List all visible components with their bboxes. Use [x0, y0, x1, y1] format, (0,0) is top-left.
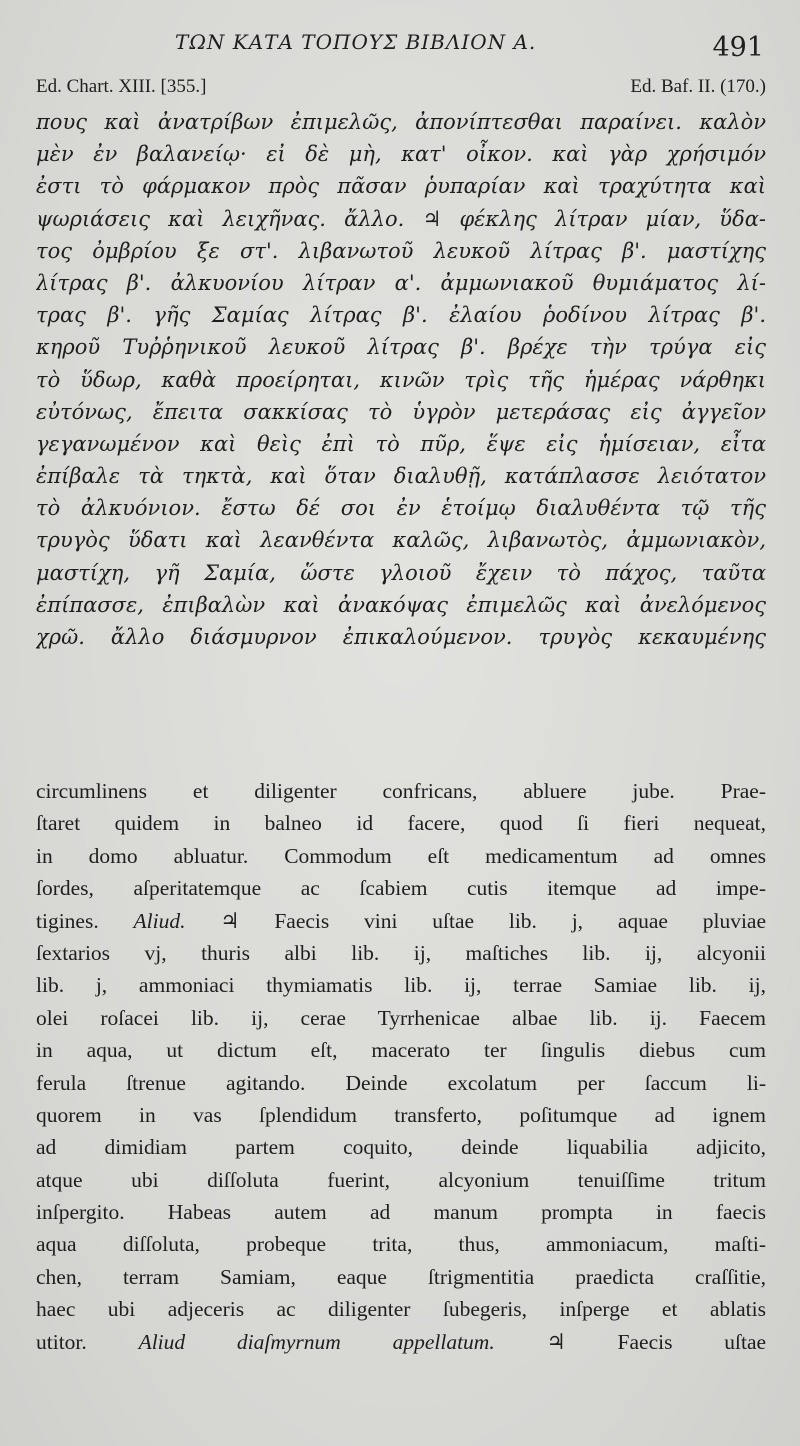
latin-text-line: quorem in vas ſplendidum transferto, poſitumque ad ignem — [36, 1102, 766, 1127]
edition-basel-ref: Ed. Baf. II. (170.) — [630, 76, 766, 97]
latin-text-line: circumlinens et diligenter confricans, abluere jube. Prae- — [36, 779, 766, 803]
greek-text-line: εὐτόνως, ἔπειτα σακκίσας τὸ ὑγρὸν μετεράσας εἰς ἀγγεῖον — [36, 399, 766, 424]
greek-text-line: τὸ ὕδωρ, καθὰ προείρηται, κινῶν τρὶς τῆς ἡμέρας νάρθηκι — [36, 367, 766, 392]
latin-text-segment: utitor. — [36, 1329, 87, 1354]
greek-text-line: μὲν ἐν βαλανείῳ· εἰ δὲ μὴ, κατ' οἶκον. καὶ γὰρ χρήσιμόν — [36, 142, 766, 167]
latin-italic-heading: Aliud diaſmyrnum appellatum. — [138, 1329, 495, 1354]
latin-text-line: ſtaret quidem in balneo id facere, quod ſi fieri nequeat, — [36, 811, 766, 836]
latin-text-line: atque ubi diſſoluta fuerint, alcyonium tenuiſſime tritum — [36, 1167, 766, 1192]
page-number: 491 — [712, 32, 764, 63]
latin-text-line: lib. j, ammoniaci thymiamatis lib. ij, terrae Samiae lib. ij, — [36, 973, 766, 998]
greek-text-line: κηροῦ Τυῤῥηνικοῦ λευκοῦ λίτρας β'. βρέχε τὴν τρύγα εἰς — [36, 335, 766, 360]
greek-text-line: ἐστι τὸ φάρμακον πρὸς πᾶσαν ῥυπαρίαν καὶ τραχύτητα καὶ — [36, 174, 766, 199]
latin-text-line: olei roſacei lib. ij, cerae Tyrrhenicae albae lib. ij. Faecem — [36, 1005, 766, 1030]
greek-text-line: χρῶ. ἄλλο διάσμυρνον ἐπικαλούμενον. τρυγὸς κεκαυμένης — [36, 625, 766, 649]
latin-text-line — [36, 1326, 766, 1358]
latin-text-line: haec ubi adjeceris ac diligenter ſubegeris, inſperge et ablatis — [36, 1297, 766, 1322]
latin-text-line: inſpergito. Habeas autem ad manum prompta in faecis — [36, 1200, 766, 1225]
greek-text-block — [36, 106, 766, 653]
latin-text-block — [36, 775, 766, 1358]
edition-chartier-ref: Ed. Chart. XIII. [355.] — [36, 76, 207, 97]
edition-reference-line — [36, 76, 766, 102]
greek-text-line: τὸ ἀλκυόνιον. ἔστω δέ σοι ἐν ἑτοίμῳ διαλυθέντα τῷ τῆς — [36, 496, 766, 521]
latin-text-line: in domo abluatur. Commodum eſt medicamentum ad omnes — [36, 843, 766, 868]
greek-text-line: ἐπίβαλε τὰ τηκτὰ, καὶ ὅταν διαλυθῇ, κατάπλασσε λειότατον — [36, 464, 766, 489]
greek-text-line: λίτρας β'. ἀλκυονίου λίτραν α'. ἀμμωνιακοῦ θυμιάματος λί- — [36, 270, 766, 295]
greek-text-line: ψωριάσεις καὶ λειχῆνας. ἄλλο. ♃ φέκλης λίτραν μίαν, ὕδα- — [36, 206, 766, 231]
greek-text-line: τρας β'. γῆς Σαμίας λίτρας β'. ἐλαίου ῥοδίνου λίτρας β'. — [36, 303, 766, 328]
greek-text-line: τρυγὸς ὕδατι καὶ λεανθέντα καλῶς, λιβανωτὸς, ἀμμωνιακὸν, — [36, 528, 766, 553]
greek-text-line: τος ὀμβρίου ξε στ'. λιβανωτοῦ λευκοῦ λίτρας β'. μαστίχης — [36, 238, 766, 263]
running-title: ΤΩΝ ΚΑΤΑ ΤΟΠΟΥΣ ΒΙΒΛΙΟΝ Α. — [175, 30, 537, 54]
running-head — [0, 28, 800, 63]
greek-text-line: μαστίχη, γῆ Σαμία, ὥστε γλοιοῦ ἔχειν τὸ πάχος, ταῦτα — [36, 560, 766, 585]
latin-text-line: in aqua, ut dictum eſt, macerato ter ſingulis diebus cum — [36, 1038, 766, 1063]
latin-italic-heading: Aliud. — [133, 908, 186, 933]
latin-text-line: chen, terram Samiam, eaque ſtrigmentitia praedicta craſſitie, — [36, 1264, 766, 1289]
latin-text-line: ſextarios vj, thuris albi lib. ij, maſtiches lib. ij, alcyonii — [36, 940, 766, 965]
latin-text-line: ad dimidiam partem coquito, deinde liquabilia adjicito, — [36, 1135, 766, 1160]
greek-text-line: ἐπίπασσε, ἐπιβαλὼν καὶ ἀνακόψας ἐπιμελῶς καὶ ἀνελόμενος — [36, 592, 766, 617]
latin-text-line — [36, 905, 766, 937]
latin-text-segment: ♃ Faecis uſtae — [546, 1329, 766, 1354]
latin-text-segment: ♃ Faecis vini uſtae lib. j, aquae pluviae — [220, 908, 766, 933]
latin-text-line: ſordes, aſperitatemque ac ſcabiem cutis itemque ad impe- — [36, 876, 766, 901]
latin-text-line: ferula ſtrenue agitando. Deinde excolatum per ſaccum li- — [36, 1070, 766, 1095]
latin-text-segment: tigines. — [36, 908, 99, 933]
greek-text-line: πους καὶ ἀνατρίβων ἐπιμελῶς, ἀπονίπτεσθαι παραίνει. καλὸν — [36, 110, 766, 134]
latin-text-line: aqua diſſoluta, probeque trita, thus, ammoniacum, maſti- — [36, 1232, 766, 1257]
greek-text-line: γεγανωμένον καὶ θεὶς ἐπὶ τὸ πῦρ, ἕψε εἰς ἡμίσειαν, εἶτα — [36, 431, 766, 456]
